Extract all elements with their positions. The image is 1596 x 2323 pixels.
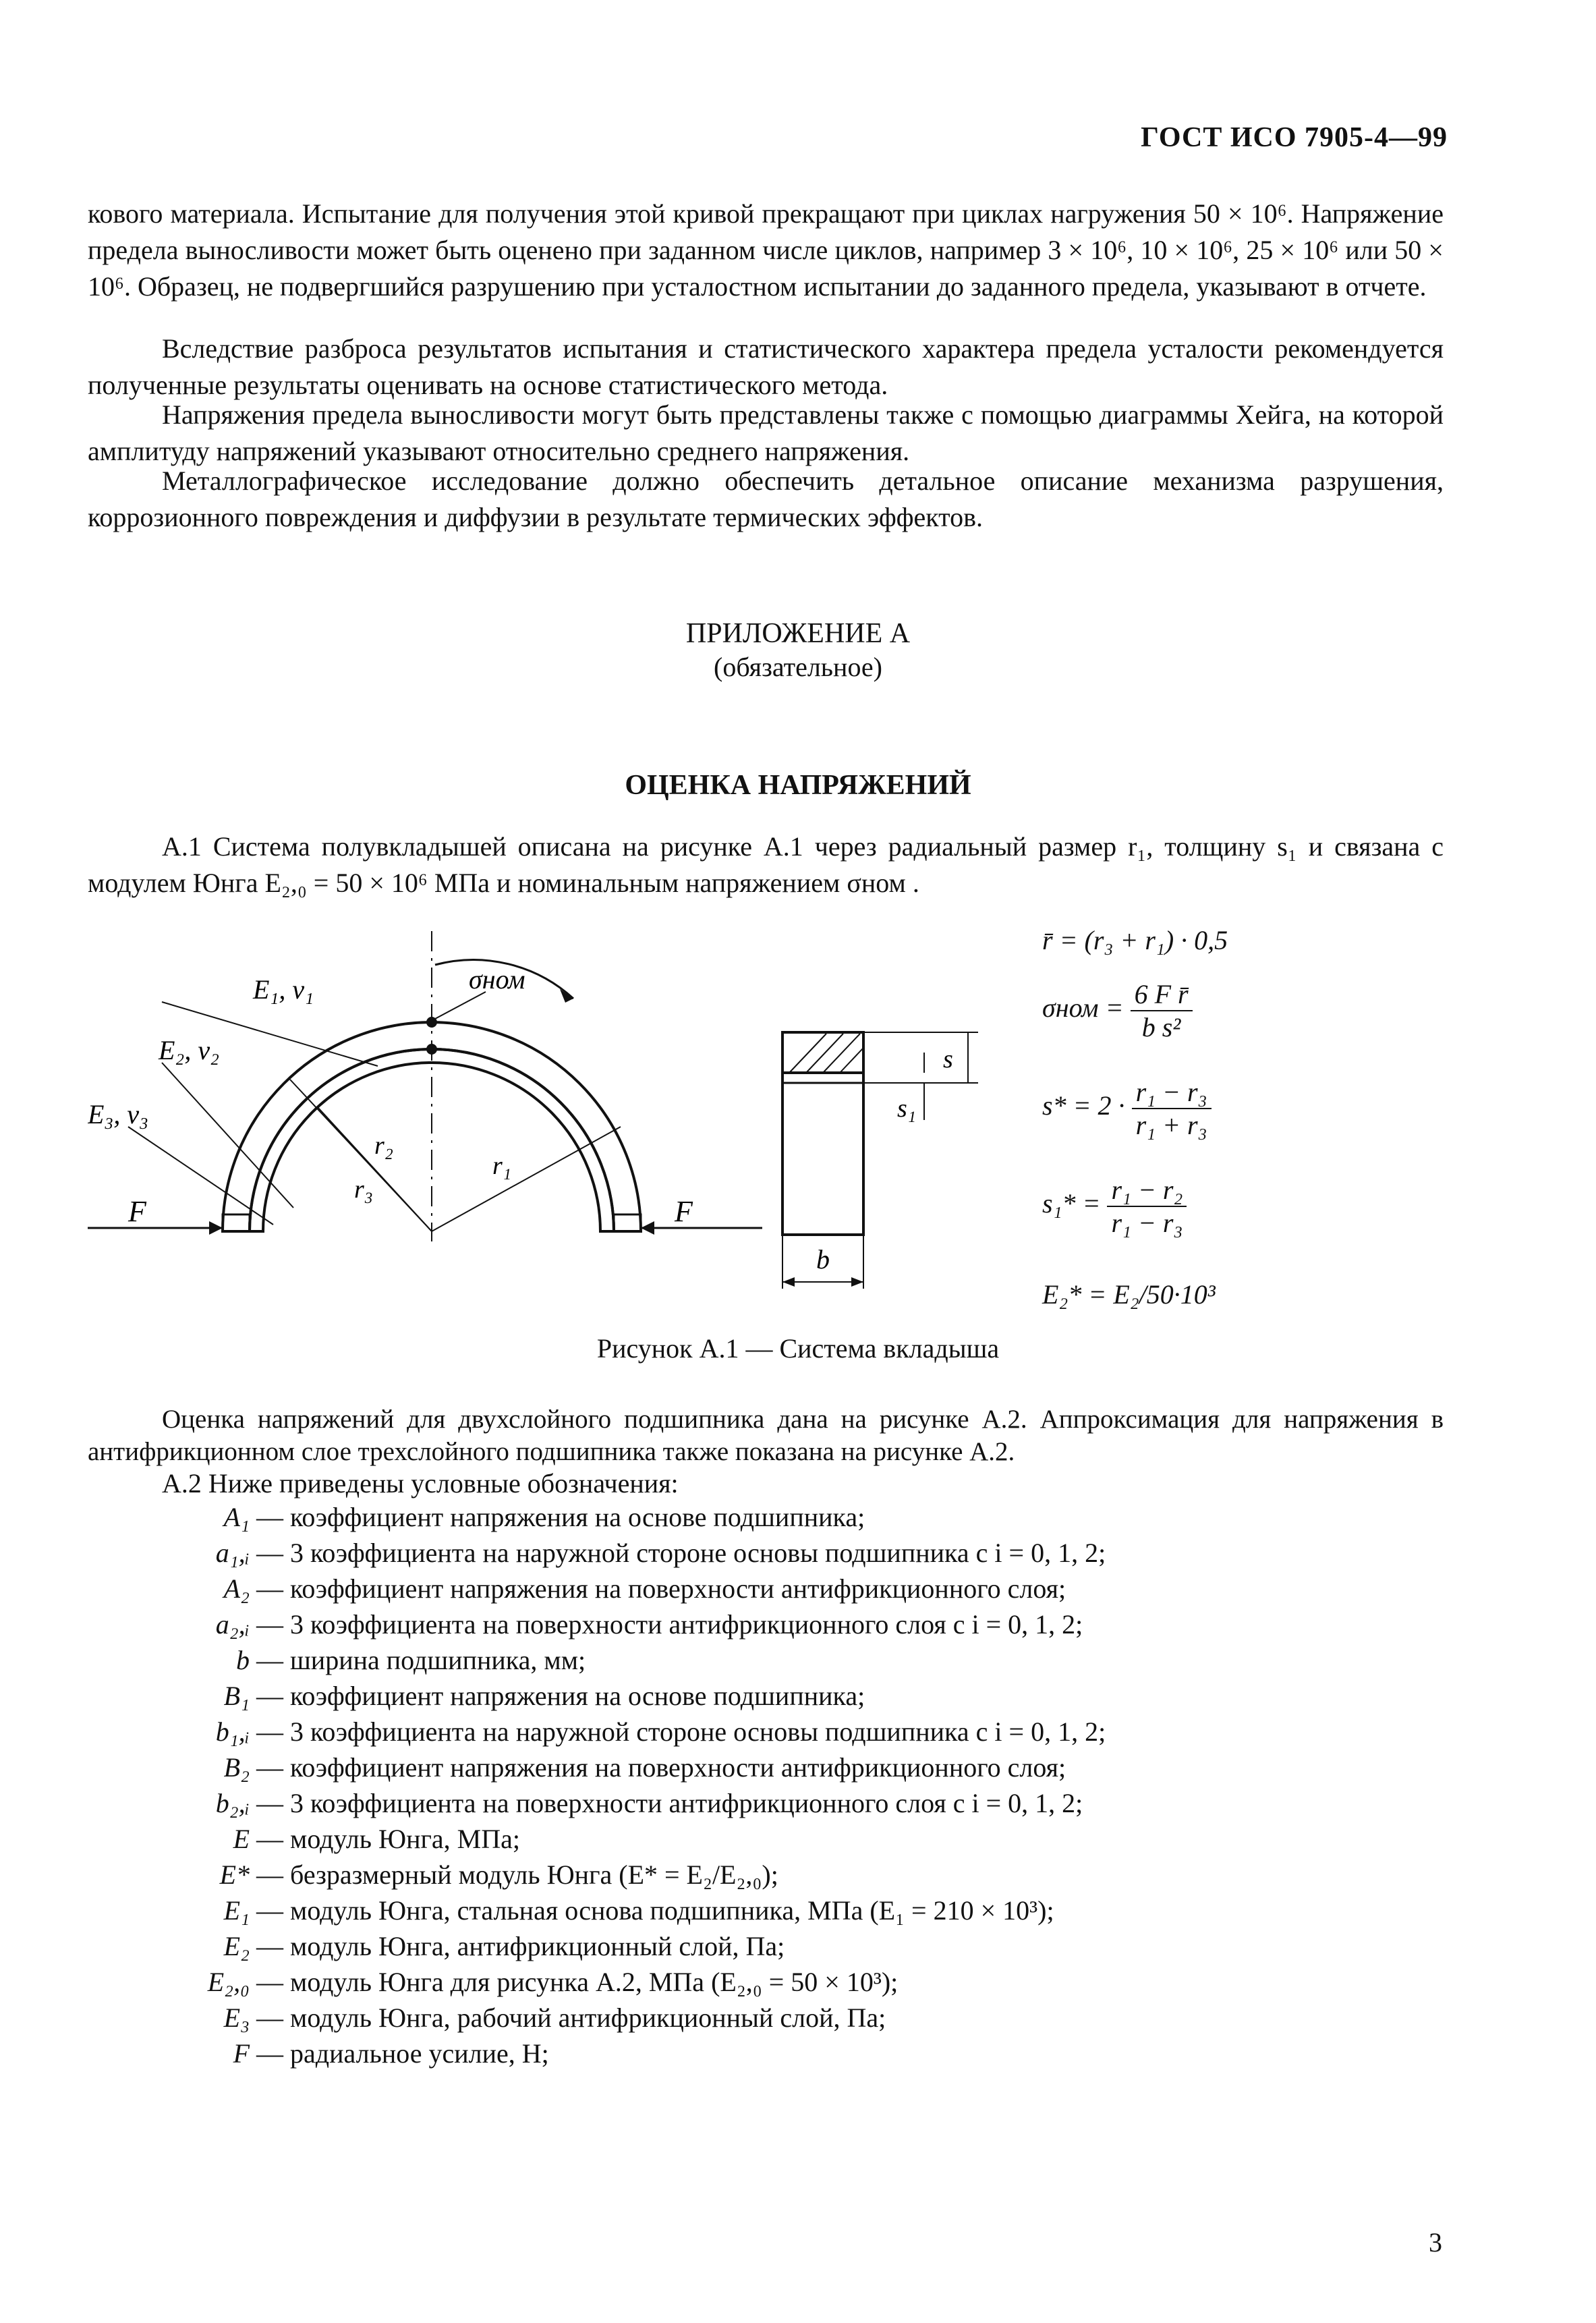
legend-symbol: E* (219, 1859, 250, 1890)
intro-paragraph-3: Напряжения предела выносливости могут быть представлены также с помощью диаграммы Хейга, на которой амплитуду напряжений указывают относительно среднего напряжения. (88, 399, 1444, 466)
document-header: ГОСТ ИСО 7905-4—99 (1141, 122, 1448, 153)
legend-text: модуль Юнга для рисунка А.2, МПа (E₂,₀ = 50 × 10³); (290, 1967, 899, 1997)
legend-dash: — (256, 1967, 283, 1997)
legend-dash: — (256, 1538, 283, 1568)
intro-paragraph-2: Вследствие разброса результатов испытания и статистического характера предела усталости рекомендуется полученные результаты оценивать на основе статистического метода. (88, 333, 1444, 400)
legend-text: 3 коэффициента на наружной стороне основы подшипника с i = 0, 1, 2; (290, 1716, 1106, 1747)
legend-dash: — (256, 1645, 283, 1675)
legend-text: модуль Юнга, МПа; (290, 1824, 520, 1854)
legend-row (88, 1752, 1504, 1787)
legend-symbol: E₂ (223, 1931, 250, 1961)
legend-text: коэффициент напряжения на основе подшипника; (290, 1681, 865, 1711)
legend-symbol: b₁,ᵢ (215, 1716, 250, 1747)
legend-dash: — (256, 1859, 283, 1890)
intro-paragraph-4: Металлографическое исследование должно обеспечить детальное описание механизма разрушения, коррозионного повреждения и диффузии в результате термических эффектов. (88, 466, 1444, 532)
legend-row (88, 1895, 1504, 1930)
legend-text: модуль Юнга, стальная основа подшипника, МПа (E₁ = 210 × 10³); (290, 1895, 1054, 1926)
paragraph-a2: А.2 Ниже приведены условные обозначения: (162, 1468, 679, 1499)
legend-symbol: A₂ (223, 1573, 250, 1604)
legend-text: 3 коэффициента на наружной стороне основы подшипника с i = 0, 1, 2; (290, 1538, 1106, 1568)
intro-paragraph-1: кового материала. Испытание для получения этой кривой прекращают при циклах нагружения 50 × 10⁶. Напряжение предела выносливости может быть оценено при заданном числе циклов, например 3 × 10⁶, 10 × 10⁶, 25 × 10⁶ или 50 × 10⁶. Образец, не подвергшийся разрушению при усталостном испытании до заданного предела, указывают в отчете. (88, 198, 1444, 302)
legend-symbol: E₁ (223, 1895, 250, 1926)
legend-text: 3 коэффициента на поверхности антифрикционного слоя с i = 0, 1, 2; (290, 1609, 1083, 1640)
legend-row (88, 1787, 1504, 1823)
label-e1v1: E₁, ν₁ (253, 974, 314, 1005)
formula-s1star-num: r₁ − r₂ (1107, 1174, 1187, 1207)
formula-s1star-fraction (1107, 1174, 1187, 1239)
formula-sstar-den: r₁ + r₃ (1135, 1110, 1207, 1140)
formula-rbar: r̄ = (r₃ + r₁) · 0,5 (1042, 925, 1228, 955)
legend-row (88, 2038, 1504, 2073)
legend-row (88, 1930, 1504, 1966)
legend-text: радиальное усилие, Н; (290, 2038, 549, 2069)
legend-text: модуль Юнга, рабочий антифрикционный слой, Па; (290, 2003, 886, 2033)
formula-s1star (1042, 1174, 1187, 1239)
formula-sigma-fraction (1131, 978, 1193, 1043)
legend-text: коэффициент напряжения на поверхности антифрикционного слоя; (290, 1752, 1066, 1783)
legend-row (88, 1608, 1504, 1644)
legend-symbol: F (233, 2038, 250, 2069)
label-b: b (816, 1244, 830, 1275)
legend-symbol: E₃ (223, 2003, 250, 2033)
label-r2: r₂ (374, 1131, 393, 1160)
appendix-subtitle: (обязательное) (714, 652, 882, 682)
legend-row (88, 1573, 1504, 1608)
label-s: s (943, 1045, 953, 1073)
figure-caption: Рисунок А.1 — Система вкладыша (596, 1333, 1000, 1364)
legend-dash: — (256, 1752, 283, 1783)
formula-s1star-den: r₁ − r₃ (1111, 1208, 1183, 1238)
section-title: ОЦЕНКА НАПРЯЖЕНИЙ (625, 770, 971, 801)
legend-text: коэффициент напряжения на поверхности антифрикционного слоя; (290, 1573, 1066, 1604)
formula-sigma (1042, 978, 1193, 1043)
formula-sstar-num: r₁ − r₃ (1132, 1076, 1212, 1109)
formula-e2star: E₂* = E₂/50·10³ (1042, 1279, 1216, 1310)
legend-text: коэффициент напряжения на основе подшипника; (290, 1502, 865, 1532)
legend-dash: — (256, 1502, 283, 1532)
legend-row (88, 1859, 1504, 1895)
formula-sigma-lhs: σном = (1042, 992, 1124, 1024)
formula-sigma-num: 6 F r̄ (1131, 978, 1193, 1011)
symbols-legend (88, 1501, 1504, 2073)
legend-text: модуль Юнга, антифрикционный слой, Па; (290, 1931, 785, 1961)
formula-sstar-lhs: s* = 2 · (1042, 1090, 1125, 1121)
label-r3: r₃ (354, 1175, 373, 1204)
label-f-right: F (675, 1195, 693, 1228)
legend-symbol: E₂,₀ (207, 1967, 250, 1997)
label-f-left: F (128, 1195, 146, 1228)
legend-dash: — (256, 1788, 283, 1818)
figure-bearing-system (88, 924, 1504, 1356)
label-e3v3: E₃, ν₃ (88, 1099, 148, 1129)
legend-symbol: E (233, 1824, 250, 1854)
paragraph-evaluation: Оценка напряжений для двухслойного подшипника дана на рисунке А.2. Аппроксимация для напряжения в антифрикционном слое трехслойного подшипника также показана на рисунке А.2. (88, 1405, 1444, 1466)
legend-dash: — (256, 1716, 283, 1747)
label-sigma: σном (469, 964, 525, 995)
legend-symbol: a₁,ᵢ (215, 1538, 250, 1568)
legend-row (88, 1823, 1504, 1859)
legend-dash: — (256, 1895, 283, 1926)
legend-row (88, 1716, 1504, 1752)
paragraph-a1: А.1 Система полувкладышей описана на рисунке А.1 через радиальный размер r₁, толщину s₁ и связана с модулем Юнга E₂,₀ = 50 × 10⁶ МПа и номинальным напряжением σном . (88, 831, 1444, 898)
formula-sstar (1042, 1076, 1212, 1141)
legend-row (88, 1501, 1504, 1537)
legend-dash: — (256, 1824, 283, 1854)
formula-s1star-lhs: s₁* = (1042, 1188, 1101, 1219)
bearing-diagram (88, 924, 978, 1356)
legend-row (88, 2002, 1504, 2038)
legend-text: 3 коэффициента на поверхности антифрикционного слоя с i = 0, 1, 2; (290, 1788, 1083, 1818)
legend-row (88, 1537, 1504, 1573)
legend-symbol: A₁ (223, 1502, 250, 1532)
label-r1: r₁ (492, 1152, 511, 1180)
legend-dash: — (256, 1609, 283, 1640)
legend-text: безразмерный модуль Юнга (E* = E₂/E₂,₀); (290, 1859, 778, 1890)
legend-text: ширина подшипника, мм; (290, 1645, 586, 1675)
legend-symbol: B₁ (223, 1681, 250, 1711)
label-e2v2: E₂, ν₂ (159, 1035, 219, 1065)
page-number: 3 (1429, 2227, 1442, 2258)
legend-dash: — (256, 2003, 283, 2033)
formula-sigma-den: b s² (1141, 1012, 1181, 1042)
legend-symbol: a₂,ᵢ (215, 1609, 250, 1640)
appendix-title: ПРИЛОЖЕНИЕ А (685, 618, 911, 649)
legend-symbol: B₂ (223, 1752, 250, 1783)
legend-symbol: b₂,ᵢ (215, 1788, 250, 1818)
legend-dash: — (256, 1681, 283, 1711)
legend-dash: — (256, 2038, 283, 2069)
legend-row (88, 1644, 1504, 1680)
legend-dash: — (256, 1931, 283, 1961)
legend-row (88, 1680, 1504, 1716)
label-s1: s₁ (897, 1094, 916, 1123)
legend-row (88, 1966, 1504, 2002)
legend-symbol: b (236, 1645, 250, 1675)
legend-dash: — (256, 1573, 283, 1604)
formula-sstar-fraction (1132, 1076, 1212, 1141)
